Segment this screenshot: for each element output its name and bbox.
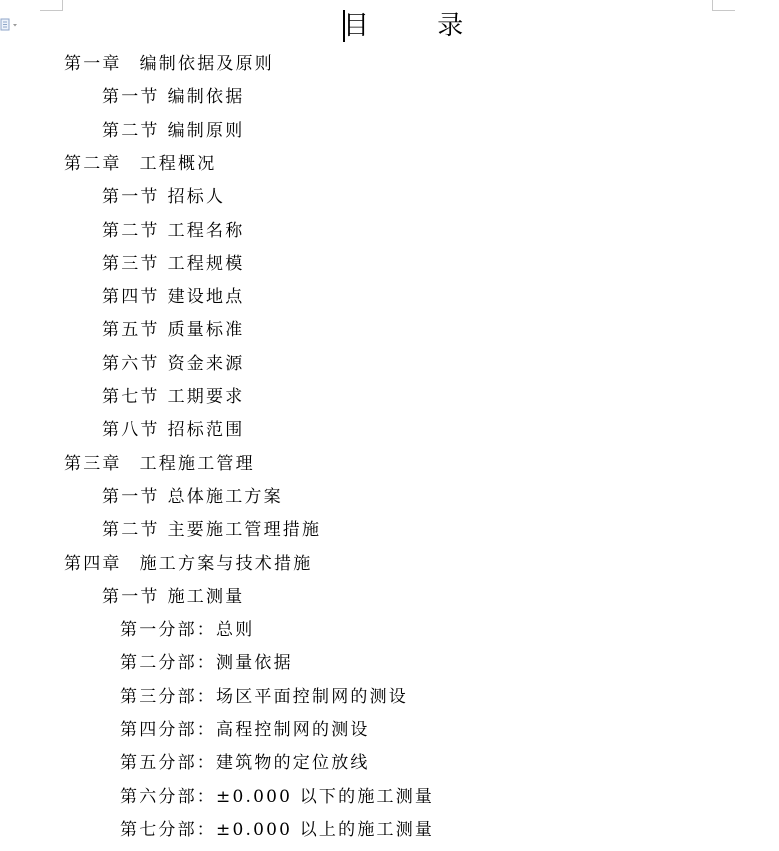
toc-entry-text: 主要施工管理措施: [167, 520, 322, 541]
toc-entry-level-3[interactable]: [0, 647, 293, 680]
toc-entry-text: 工程施工管理: [139, 453, 255, 474]
toc-entry-text: 总体施工方案: [167, 486, 283, 507]
toc-entry-level-2[interactable]: [0, 581, 244, 614]
toc-entry-text: ±0.000 以下的施工测量: [216, 786, 435, 807]
toc-entry-level-2[interactable]: [0, 281, 244, 314]
toc-entry-level-1[interactable]: [0, 48, 274, 81]
toc-entry-text: 编制原则: [167, 120, 245, 141]
toc-entry-text: 场区平面控制网的测设: [216, 686, 408, 707]
toc-entry-level-2[interactable]: [0, 248, 244, 281]
toc-entry-number: 第一章: [64, 54, 122, 74]
toc-entry-number: 第七节: [102, 387, 160, 407]
toc-entry-text: 质量标准: [167, 320, 245, 341]
toc-entry-level-3[interactable]: [0, 814, 434, 847]
toc-entry-level-2[interactable]: [0, 115, 244, 148]
toc-entry-number: 第三分部：: [120, 686, 216, 707]
toc-entry-text: 招标范围: [167, 420, 245, 441]
toc-entry-text: 招标人: [167, 187, 226, 208]
toc-entry-text: 编制依据及原则: [139, 54, 275, 74]
crop-mark-top-right: [712, 0, 735, 11]
toc-entry-level-2[interactable]: [0, 514, 321, 547]
toc-entry-number: 第三章: [64, 453, 122, 474]
toc-entry-level-3[interactable]: [0, 681, 408, 714]
toc-entry-text: 工程名称: [167, 220, 245, 241]
toc-entry-number: 第三节: [102, 253, 160, 274]
toc-entry-level-3[interactable]: [0, 747, 370, 780]
toc-entry-level-1[interactable]: [0, 448, 255, 481]
toc-entry-level-2[interactable]: [0, 381, 244, 414]
toc-entry-number: 第一分部：: [120, 620, 216, 641]
toc-entry-number: 第一节: [102, 486, 160, 507]
toc-title: 目 录: [343, 11, 494, 41]
toc-entry-level-1[interactable]: [0, 548, 312, 581]
toc-entry-level-3[interactable]: [0, 714, 370, 747]
document-icon[interactable]: [0, 18, 22, 32]
toc-entry-text: 建设地点: [167, 287, 245, 308]
toc-entry-number: 第五分部：: [120, 753, 216, 774]
toc-entry-number: 第六分部：: [120, 786, 216, 807]
toc-entry-text: 工程规模: [167, 253, 245, 274]
toc-entry-number: 第一节: [102, 187, 160, 208]
toc-entry-number: 第二节: [102, 220, 160, 241]
toc-entry-level-3[interactable]: [0, 614, 254, 647]
toc-entry-number: 第二分部：: [120, 653, 216, 674]
toc-entry-text: 工期要求: [167, 387, 245, 407]
toc-entry-number: 第六节: [102, 353, 160, 374]
toc-entry-level-1[interactable]: [0, 148, 216, 181]
toc-entry-number: 第五节: [102, 320, 160, 341]
toc-entry-level-2[interactable]: [0, 314, 244, 347]
toc-entry-number: 第四分部：: [120, 720, 216, 740]
toc-entry-level-2[interactable]: [0, 181, 225, 214]
toc-entry-number: 第七分部：: [120, 819, 216, 840]
toc-entry-level-2[interactable]: [0, 81, 244, 114]
toc-entry-number: 第二节: [102, 120, 160, 141]
toc-entry-text: 编制依据: [167, 87, 245, 108]
toc-entry-number: 第四节: [102, 287, 160, 308]
toc-entry-text: 测量依据: [216, 653, 293, 674]
toc-entry-level-3[interactable]: [0, 781, 434, 814]
toc-entry-text: 工程概况: [139, 153, 217, 174]
toc-entry-number: 第四章: [64, 553, 122, 574]
toc-entry-text: 总则: [216, 620, 255, 641]
toc-entry-text: 施工测量: [167, 586, 245, 607]
toc-entry-number: 第二章: [64, 153, 122, 174]
toc-entry-level-2[interactable]: [0, 481, 283, 514]
toc-entry-number: 第一节: [102, 586, 160, 607]
toc-entry-number: 第二节: [102, 520, 160, 541]
toc-entry-text: 建筑物的定位放线: [216, 753, 370, 774]
toc-entry-text: 资金来源: [167, 353, 245, 374]
toc-entry-number: 第八节: [102, 420, 160, 441]
toc-entry-text: 高程控制网的测设: [216, 720, 370, 740]
toc-entry-level-2[interactable]: [0, 215, 244, 248]
toc-entry-level-2[interactable]: [0, 348, 244, 381]
toc-entry-number: 第一节: [102, 87, 160, 108]
crop-mark-top-left: [40, 0, 63, 11]
toc-entry-text: 施工方案与技术措施: [139, 553, 313, 574]
toc-entry-level-2[interactable]: [0, 414, 244, 447]
toc-entry-text: ±0.000 以上的施工测量: [216, 819, 435, 840]
